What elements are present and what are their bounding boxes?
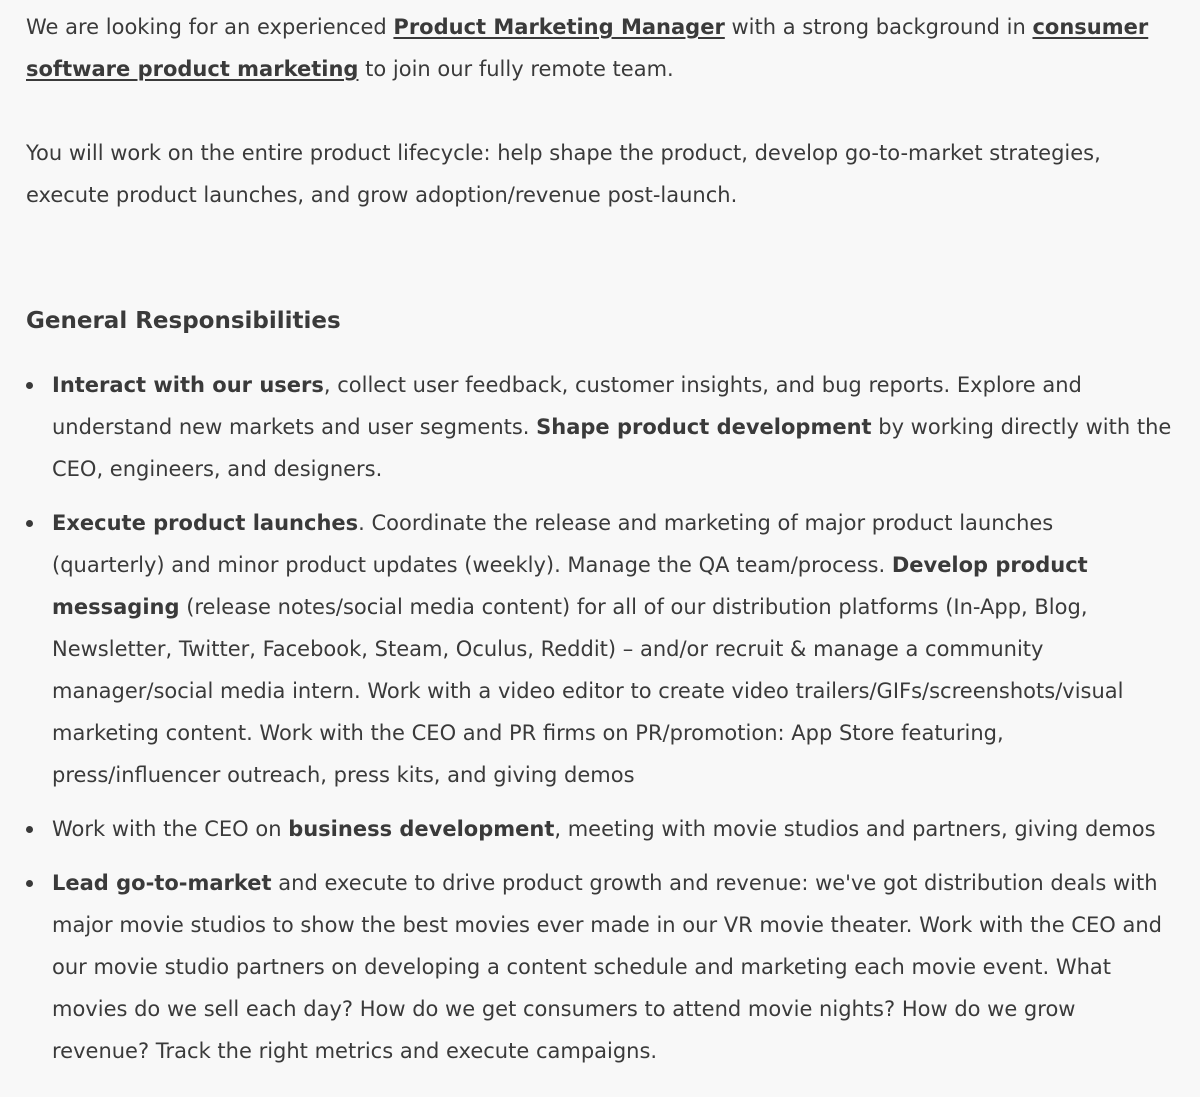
bullet-icon	[26, 382, 33, 389]
item-text: , meeting with movie studios and partners, giving demos	[554, 817, 1156, 841]
item-bold-text: Execute product launches	[52, 511, 359, 535]
intro-paragraph	[26, 6, 1172, 90]
item-text: (release notes/social media content) for all of our distribution platforms (In-App, Blog, Newsletter, Twitter, Facebook, Steam, Oculus, Reddit) – and/or recruit & manage a community manager/social media intern. Work with a video editor to create video trailers/GIFs/screenshots/visual marketing content. Work with the CEO and PR firms on PR/promotion: App Store featuring, press/influencer outreach, press kits, and giving demos	[52, 595, 1124, 787]
consumer-software-link[interactable]: consumer software product marketing	[26, 15, 1149, 81]
item-text: . Coordinate the release and marketing of major product launches (quarterly) and minor product updates (weekly). Manage the QA team/process.	[52, 511, 1054, 577]
list-item	[26, 502, 1172, 796]
item-bold-text: business development	[288, 817, 555, 841]
responsibilities-list	[26, 364, 1172, 1072]
list-item	[26, 862, 1172, 1072]
item-text: and execute to drive product growth and revenue: we've got distribution deals with major movie studios to show the best movies ever made in our VR movie theater. Work with the CEO and our movie studio partners on developing a content schedule and marketing each movie event. What movies do we sell each day? How do we get consumers to attend movie nights? How do we grow revenue? Track the right metrics and execute campaigns.	[52, 871, 1162, 1063]
lifecycle-paragraph: You will work on the entire product lifecycle: help shape the product, develop go-to-market strategies, execute product launches, and grow adoption/revenue post-launch.	[26, 141, 1101, 207]
bullet-icon	[26, 826, 33, 833]
item-bold-text: Interact with our users	[52, 373, 324, 397]
item-text: by working directly with the CEO, engineers, and designers.	[52, 415, 1172, 481]
item-bold-text: Shape product development	[536, 415, 872, 439]
item-text: , collect user feedback, customer insights, and bug reports. Explore and understand new markets and user segments.	[52, 373, 1082, 439]
intro-text-c: to join our fully remote team.	[358, 57, 674, 81]
list-item	[26, 364, 1172, 490]
bullet-icon	[26, 880, 33, 887]
product-marketing-manager-link[interactable]: Product Marketing Manager	[393, 15, 725, 39]
list-item	[26, 808, 1172, 850]
intro-text-a: We are looking for an experienced	[26, 15, 394, 39]
intro-text-b: with a strong background in	[724, 15, 1033, 39]
bullet-icon	[26, 520, 33, 527]
item-text: Work with the CEO on	[52, 817, 289, 841]
item-bold-text: Develop product messaging	[52, 553, 1088, 619]
item-bold-text: Lead go-to-market	[52, 871, 272, 895]
section-heading: General Responsibilities	[26, 308, 341, 334]
